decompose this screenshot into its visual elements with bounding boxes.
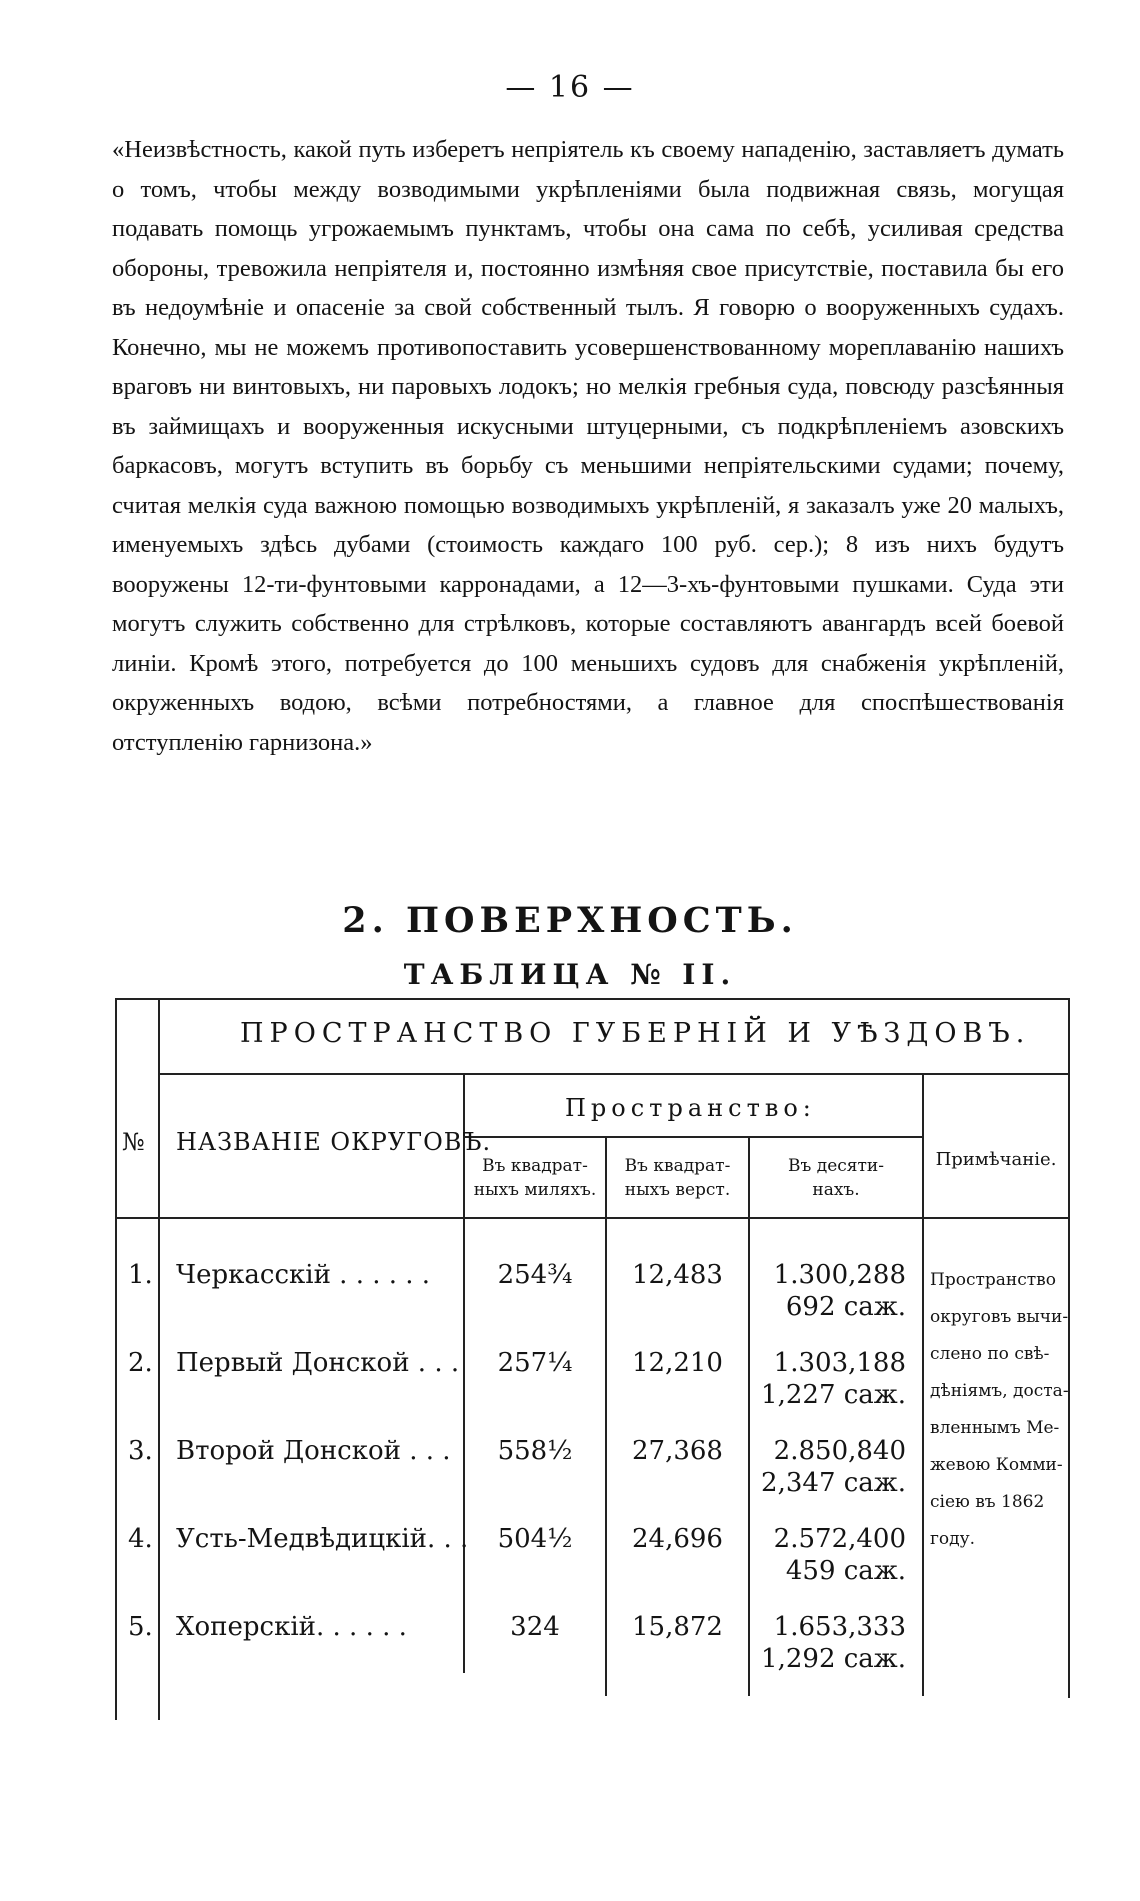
district-name: Усть-Медвѣдицкій. . . <box>176 1524 469 1554</box>
area-sq-miles: 254¾ <box>497 1260 573 1290</box>
sub-miles-line1: Въ квадрат- <box>482 1156 588 1176</box>
header-bottom-rule <box>115 1217 1070 1219</box>
row-number: 2. <box>128 1348 153 1378</box>
col-space-header: Пространство: <box>565 1094 816 1122</box>
area-sq-versts: 12,483 <box>632 1260 723 1290</box>
table-title: ТАБЛИЦА № II. <box>403 958 737 991</box>
caption-rule <box>160 1073 1070 1075</box>
area-desyatinas: 2.850,840 <box>773 1436 906 1466</box>
note-line: вленнымъ Ме- <box>930 1418 1060 1438</box>
num-column-rule <box>158 998 160 1720</box>
area-desyatinas: 1.303,188 <box>773 1348 906 1378</box>
row-number: 1. <box>128 1260 153 1290</box>
sub-desyat-header <box>752 1154 920 1202</box>
sub-miles-header <box>467 1154 603 1202</box>
area-sazhens: 692 саж. <box>785 1292 906 1322</box>
col-num-header: № <box>122 1128 146 1156</box>
area-desyatinas: 1.300,288 <box>773 1260 906 1290</box>
sub-desyat-line1: Въ десяти- <box>788 1156 884 1176</box>
versts-column-rule <box>748 1136 750 1696</box>
desyat-column-rule <box>922 1073 924 1696</box>
col-name-header: НАЗВАНІЕ ОКРУГОВЪ. <box>176 1128 492 1156</box>
table-top-rule <box>115 998 1070 1000</box>
note-line: сіею въ 1862 <box>930 1492 1045 1512</box>
note-text <box>930 1262 1080 1558</box>
district-name: Хоперскій. . . . . . <box>176 1612 407 1642</box>
note-line: Пространство <box>930 1270 1056 1290</box>
area-sazhens: 2,347 саж. <box>761 1468 906 1498</box>
sub-versts-line2: ныхъ верст. <box>624 1180 731 1200</box>
note-line: слено по свѣ- <box>930 1344 1050 1364</box>
district-name: Черкасскій . . . . . . <box>176 1260 431 1290</box>
table-left-rule <box>115 998 117 1720</box>
sub-versts-header <box>609 1154 746 1202</box>
area-sazhens: 459 саж. <box>785 1556 906 1586</box>
area-sq-versts: 24,696 <box>632 1524 723 1554</box>
area-sq-miles: 558½ <box>497 1436 573 1466</box>
row-number: 4. <box>128 1524 153 1554</box>
area-sazhens: 1,292 саж. <box>761 1644 906 1674</box>
area-desyatinas: 1.653,333 <box>773 1612 906 1642</box>
area-sq-miles: 257¼ <box>497 1348 573 1378</box>
area-sq-miles: 324 <box>510 1612 560 1642</box>
area-sq-versts: 15,872 <box>632 1612 723 1642</box>
note-line: году. <box>930 1529 976 1549</box>
body-paragraph: «Неизвѣстность, какой путь изберетъ непріятель къ своему нападенію, заставляетъ думать о томъ, чтобы между возводимыми укрѣпленіями была подвижная связь, могущая подавать помощь угрожаемымъ пунктамъ, чтобы она сама по себѣ, усиливая средства обороны, тревожила непріятеля и, постоянно измѣняя свое присутствіе, поставила бы его въ недоумѣніе и опасеніе за свой собственный тылъ. Я говорю о вооруженныхъ судахъ. Конечно, мы не можемъ противопоставить усовершенствованному мореплаванію нашихъ враговъ ни винтовыхъ, ни паровыхъ лодокъ; но мелкія гребныя суда, повсюду разсѣянныя въ займищахъ и вооруженныя искусными штуцерными, съ подкрѣпленіемъ азовскихъ баркасовъ, могутъ вступить въ борьбу съ меньшими непріятельскими судами; почему, считая мелкія суда важною помощью возводимыхъ укрѣпленій, я заказалъ уже 20 малыхъ, именуемыхъ здѣсь дубами (стоимость каждаго 100 руб. сер.); 8 изъ нихъ будутъ вооружены 12-ти-фунтовыми карронадами, а 12—3-хъ-фунтовыми пушками. Суда эти могутъ служить собственно для стрѣлковъ, которые составляютъ авангардъ всей боевой линіи. Кромѣ этого, потребуется до 100 меньшихъ судовъ для снабженія укрѣпленій, окруженныхъ водою, всѣми потребностями, а главное для споспѣшествованія отступленію гарнизона.» <box>112 136 1064 756</box>
row-number: 3. <box>128 1436 153 1466</box>
page-number: — 16 — <box>505 70 635 105</box>
area-sq-miles: 504½ <box>497 1524 573 1554</box>
area-sazhens: 1,227 саж. <box>761 1380 906 1410</box>
miles-column-rule <box>605 1136 607 1696</box>
area-sq-versts: 12,210 <box>632 1348 723 1378</box>
sub-versts-line1: Въ квадрат- <box>624 1156 731 1176</box>
note-line: округовъ вычи- <box>930 1307 1069 1327</box>
table-caption: ПРОСТРАНСТВО ГУБЕРНІЙ И УѢЗДОВЪ. <box>240 1018 1031 1049</box>
note-line: жевою Комми- <box>930 1455 1063 1475</box>
sub-desyat-line2: нахъ. <box>812 1180 860 1200</box>
row-number: 5. <box>128 1612 153 1642</box>
section-title: 2. ПОВЕРХНОСТЬ. <box>342 900 798 941</box>
district-name: Второй Донской . . . <box>176 1436 451 1466</box>
area-desyatinas: 2.572,400 <box>773 1524 906 1554</box>
col-note-header: Примѣчаніе. <box>935 1149 1057 1170</box>
name-column-rule <box>463 1073 465 1673</box>
sub-miles-line2: ныхъ миляхъ. <box>473 1180 597 1200</box>
note-line: дѣніямъ, доста- <box>930 1381 1069 1401</box>
area-sq-versts: 27,368 <box>632 1436 723 1466</box>
district-name: Первый Донской . . . <box>176 1348 460 1378</box>
space-header-rule <box>465 1136 923 1138</box>
